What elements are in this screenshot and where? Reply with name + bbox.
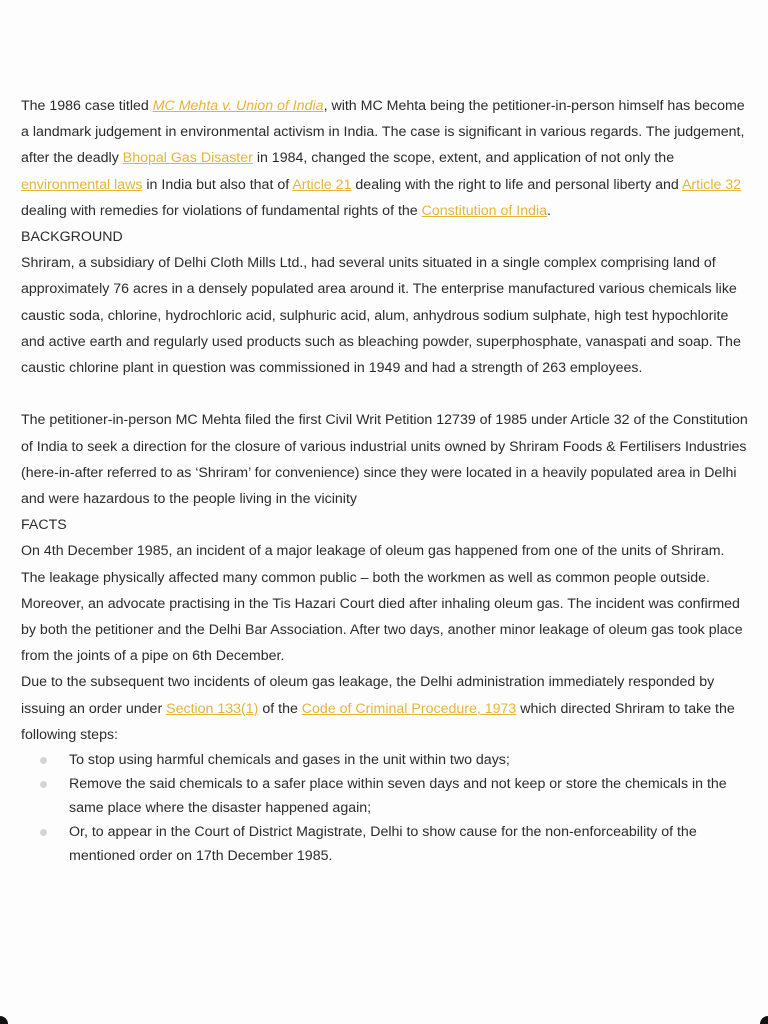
bhopal-gas-disaster-link[interactable]: Bhopal Gas Disaster bbox=[122, 150, 253, 167]
list-item-text: Remove the said chemicals to a safer place within seven days and not keep or store the chemicals in the same place where the disaster happened again; bbox=[69, 776, 727, 817]
list-item bbox=[21, 820, 748, 868]
intro-text-3: in 1984, changed the scope, extent, and application of not only the bbox=[252, 150, 675, 167]
facts-paragraph-1: On 4th December 1985, an incident of a major leakage of oleum gas happened from one of the units of Shriram. The leakage physically affected many common public – both the workmen as well as common people outside. Moreover, an advocate practising in the Tis Hazari Court died after inhaling oleum gas. The incident was confirmed by both the petitioner and the Delhi Bar Association. After two days, another minor leakage of oleum gas took place from the joints of a pipe on 6th December. bbox=[21, 543, 743, 665]
intro-text-6: dealing with remedies for violations of fundamental rights of the bbox=[21, 202, 422, 219]
list-item-text: Or, to appear in the Court of District Magistrate, Delhi to show cause for the non-enforceability of the mentioned order on 17th December 1985. bbox=[69, 824, 697, 865]
facts-text-3: which directed Shriram to take the following steps: bbox=[21, 700, 735, 743]
intro-text-7: . bbox=[547, 202, 551, 219]
article-21-link[interactable]: Article 21 bbox=[292, 176, 352, 193]
background-heading: BACKGROUND bbox=[21, 229, 123, 246]
screen-corner-right bbox=[760, 1016, 768, 1024]
facts-text-2: of the bbox=[258, 700, 302, 717]
list-item bbox=[21, 772, 748, 820]
section-133-link[interactable]: Section 133(1) bbox=[166, 700, 259, 717]
intro-text-4: in India but also that of bbox=[142, 176, 293, 193]
background-paragraph-2: The petitioner-in-person MC Mehta filed the first Civil Writ Petition 12739 of 1985 under Article 32 of the Constitution of India to seek a direction for the closure of various industrial units owned by Shriram Foods & Fertilisers Industries (here-in-after referred to as ‘Shriram’ for convenience) since they were located in a heavily populated area in Delhi and were hazardous to the people living in the vicinity bbox=[21, 412, 748, 508]
list-item-text: To stop using harmful chemicals and gases in the unit within two days; bbox=[69, 752, 510, 769]
facts-text-1: Due to the subsequent two incidents of oleum gas leakage, the Delhi administration immediately responded by issuing an order under bbox=[21, 674, 715, 717]
intro-paragraph bbox=[21, 93, 748, 224]
crpc-link[interactable]: Code of Criminal Procedure, 1973 bbox=[301, 700, 517, 717]
list-item bbox=[21, 748, 748, 772]
background-paragraph-1: Shriram, a subsidiary of Delhi Cloth Mills Ltd., had several units situated in a single complex comprising land of approximately 76 acres in a densely populated area around it. The enterprise manufactured various chemicals like caustic soda, chlorine, hydrochloric acid, sulphuric acid, alum, anhydrous sodium sulphate, high test hypochlorite and active earth and regularly used products such as bleaching powder, superphosphate, vanaspati and soap. The caustic chlorine plant in question was commissioned in 1949 and had a strength of 263 employees. bbox=[21, 255, 741, 377]
facts-heading: FACTS bbox=[21, 517, 67, 534]
environmental-laws-link[interactable]: environmental laws bbox=[21, 176, 143, 193]
intro-text-5: dealing with the right to life and personal liberty and bbox=[351, 176, 682, 193]
bullet-icon bbox=[40, 829, 47, 836]
intro-text-2: , with MC Mehta being the petitioner-in-person himself has become a landmark judgement in environmental activism in India. The case is significant in various regards. The judgement, after the deadly bbox=[21, 98, 745, 167]
facts-paragraph-2 bbox=[21, 669, 748, 748]
article-32-link[interactable]: Article 32 bbox=[681, 176, 742, 193]
case-title-link[interactable]: MC Mehta v. Union of India bbox=[152, 98, 324, 114]
constitution-of-india-link[interactable]: Constitution of India bbox=[421, 202, 548, 219]
screen-corner-left bbox=[0, 1016, 8, 1024]
intro-text-1: The 1986 case titled bbox=[21, 98, 153, 114]
paragraph-spacer bbox=[21, 381, 748, 407]
document-body bbox=[21, 93, 748, 868]
bullet-icon bbox=[40, 781, 47, 788]
steps-list bbox=[21, 748, 748, 868]
bullet-icon bbox=[40, 757, 47, 764]
